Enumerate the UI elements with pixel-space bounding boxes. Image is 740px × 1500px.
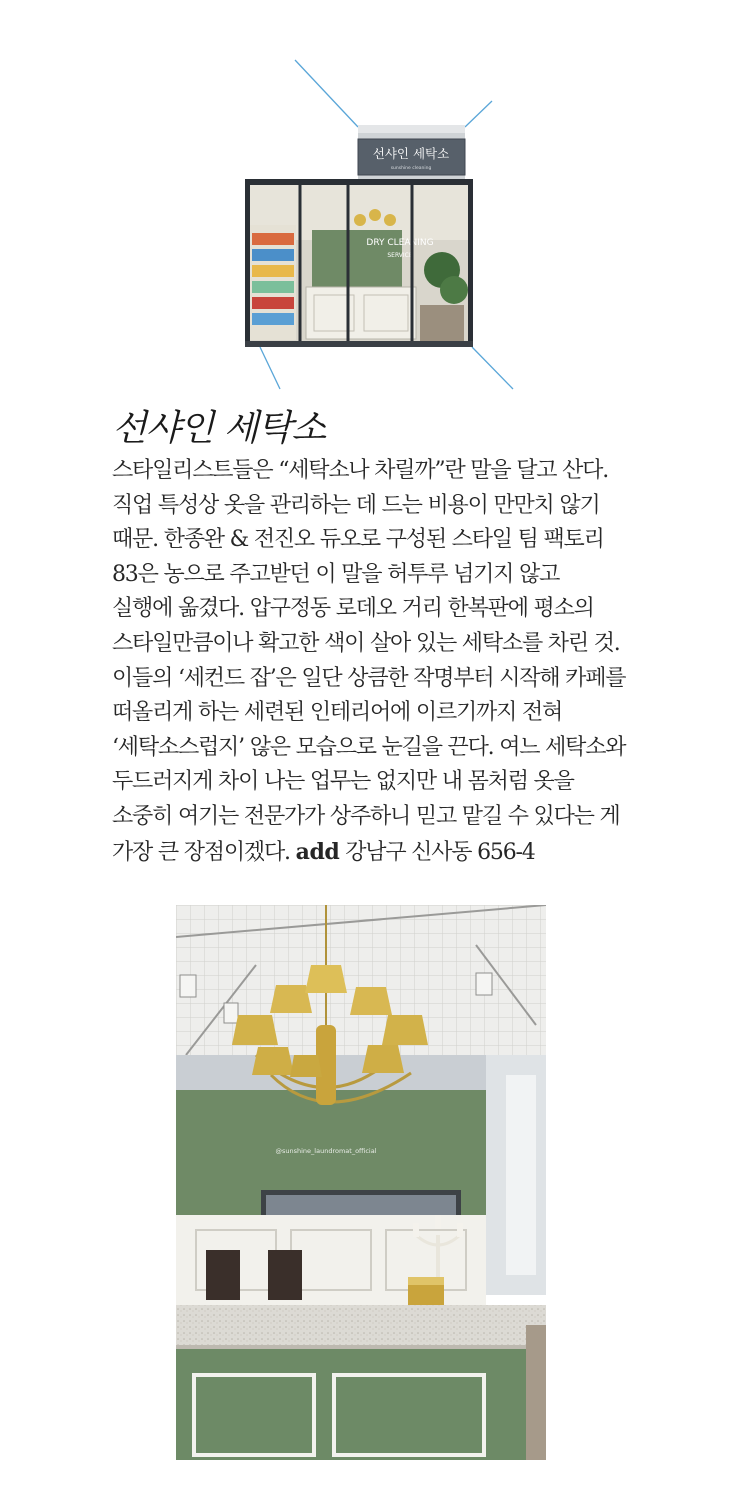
body-line: 83은 농으로 주고받던 이 말을 허투루 넘기지 않고 (112, 561, 560, 587)
body-line: 이들의 ‘세컨드 잡’은 일단 상큼한 작명부터 시작해 카페를 (112, 665, 626, 691)
body-line: 스타일만큼이나 확고한 색이 살아 있는 세탁소를 차린 것. (112, 630, 620, 656)
shop-sign-text: 선샤인 세탁소 (372, 146, 450, 161)
window-lettering-sub: SERVICE (387, 252, 413, 259)
accent-line (295, 60, 358, 127)
body-line: 떠올리게 하는 세련된 인테리어에 이르기까지 전혀 (112, 700, 563, 726)
accent-line (472, 347, 513, 389)
body-line: 실행에 옮겼다. 압구정동 로데오 거리 한복판에 평소의 (112, 596, 594, 622)
body-line: 두드러지게 차이 나는 업무는 없지만 내 몸처럼 옷을 (112, 769, 574, 795)
interior-photo (176, 905, 546, 1460)
shop-sign-subtext: sunshine cleaning (390, 166, 432, 171)
storefront-photo (240, 55, 520, 395)
body-line-text: 가장 큰 장점이겠다. (112, 839, 290, 865)
accent-line (260, 347, 280, 389)
body-line: ‘세탁소스럽지’ 않은 모습으로 눈길을 끈다. 여느 세탁소와 (112, 734, 626, 760)
window-lettering: DRY CLEANING (366, 238, 434, 248)
accent-line (465, 101, 492, 127)
wall-text: @sunshine_laundromat_official (275, 1147, 377, 1155)
body-line: 직업 특성상 옷을 관리하는 데 드는 비용이 만만치 않기 (112, 492, 600, 518)
body-line-last (112, 835, 652, 871)
address-value: 강남구 신사동 656-4 (345, 839, 535, 865)
body-line: 소중히 여기는 전문가가 상주하니 믿고 맡길 수 있다는 게 (112, 803, 620, 829)
article-title: 선샤인 세탁소 (112, 408, 326, 449)
article (112, 404, 652, 870)
address-label: add (295, 838, 340, 865)
body-line: 때문. 한종완 & 전진오 듀오로 구성된 스타일 팀 팩토리 (112, 527, 604, 553)
article-body (112, 454, 652, 870)
body-line: 스타일리스트들은 “세탁소나 차릴까”란 말을 달고 산다. (112, 458, 608, 483)
